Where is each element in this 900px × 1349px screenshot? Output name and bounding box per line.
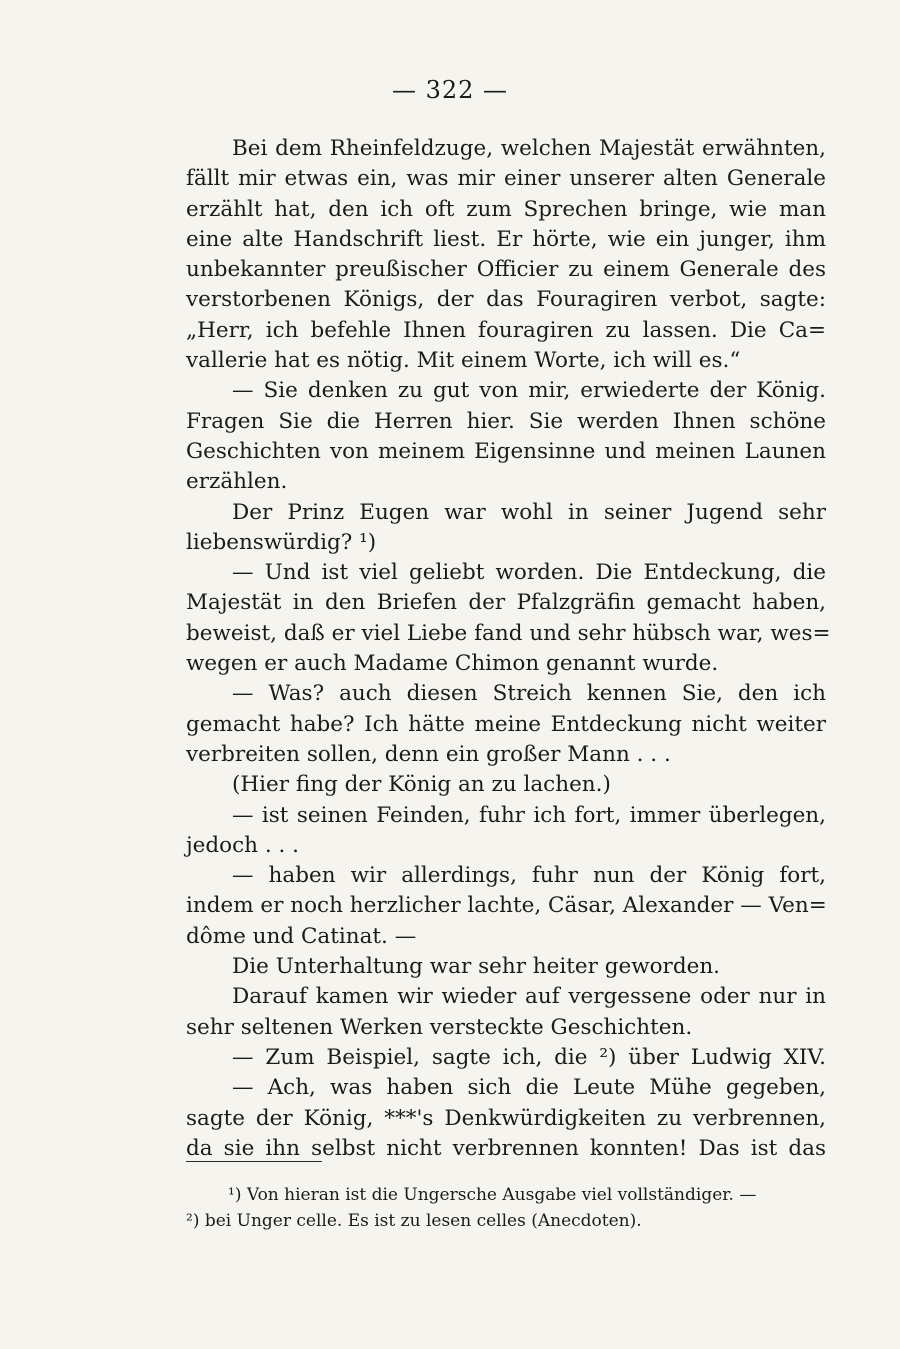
text-line: Bei dem Rheinfeldzuge, welchen Majestät erwähnten,: [232, 136, 826, 161]
text-line: erzählen.: [186, 469, 288, 495]
text-line: Majestät in den Briefen der Pfalzgräfin gemacht haben,: [186, 590, 826, 616]
footnote-1: ¹) Von hieran ist die Ungersche Ausgabe viel vollständiger. —: [228, 1185, 757, 1205]
text-line: Der Prinz Eugen war wohl in seiner Jugend sehr: [232, 499, 826, 525]
text-line: (Hier fing der König an zu lachen.): [232, 772, 611, 798]
text-line: erzählt hat, den ich oft zum Sprechen bringe, wie man: [186, 196, 826, 222]
text-line: jedoch . . .: [186, 832, 299, 858]
text-line: sagte der König, ***'s Denkwürdigkeiten zu verbrennen,: [186, 1105, 826, 1131]
body-text: [186, 134, 831, 1164]
text-line: vallerie hat es nötig. Mit einem Worte, ich will es.“: [186, 348, 741, 374]
text-line: — ist seinen Feinden, fuhr ich fort, immer überlegen,: [232, 802, 826, 828]
text-line: dôme und Catinat. —: [186, 923, 417, 949]
text-line: Die Unterhaltung war sehr heiter geworden.: [232, 954, 721, 980]
text-line: — Ach, was haben sich die Leute Mühe gegeben,: [232, 1075, 826, 1101]
text-line: — haben wir allerdings, fuhr nun der König fort,: [232, 863, 826, 889]
text-line: verbreiten sollen, denn ein großer Mann . . .: [186, 741, 671, 767]
text-line: „Herr, ich befehle Ihnen fouragiren zu lassen. Die Ca=: [186, 317, 826, 343]
text-line: verstorbenen Königs, der das Fouragiren verbot, sagte:: [186, 287, 826, 313]
footnotes: [186, 1182, 826, 1234]
text-line: Fragen Sie die Herren hier. Sie werden Ihnen schöne: [186, 408, 826, 434]
text-line: wegen er auch Madame Chimon genannt wurde.: [186, 651, 719, 677]
text-line: liebenswürdig? ¹): [186, 529, 377, 555]
text-line: — Zum Beispiel, sagte ich, die ²) über Ludwig XIV.: [232, 1044, 826, 1070]
text-line: — Und ist viel geliebt worden. Die Entdeckung, die: [232, 560, 826, 586]
text-line: fällt mir etwas ein, was mir einer unserer alten Generale: [186, 166, 826, 192]
text-line: unbekannter preußischer Officier zu einem Generale des: [186, 257, 826, 283]
text-line: — Sie denken zu gut von mir, erwiederte der König.: [232, 378, 826, 404]
text-line: — Was? auch diesen Streich kennen Sie, den ich: [232, 681, 826, 707]
text-line: da sie ihn selbst nicht verbrennen konnten! Das ist das: [186, 1135, 826, 1161]
text-line: Darauf kamen wir wieder auf vergessene oder nur in: [232, 984, 826, 1010]
text-line: beweist, daß er viel Liebe fand und sehr hübsch war, wes=: [186, 620, 831, 646]
footnote-separator: [186, 1161, 322, 1162]
text-line: eine alte Handschrift liest. Er hörte, wie ein junger, ihm: [186, 226, 826, 252]
text-line: sehr seltenen Werken versteckte Geschichten.: [186, 1014, 693, 1040]
footnote-2: ²) bei Unger celle. Es ist zu lesen celles (Anecdoten).: [186, 1211, 642, 1231]
text-line: gemacht habe? Ich hätte meine Entdeckung nicht weiter: [186, 711, 826, 737]
page-number: — 322 —: [391, 76, 509, 104]
text-line: Geschichten von meinem Eigensinne und meinen Launen: [186, 438, 826, 464]
text-line: indem er noch herzlicher lachte, Cäsar, Alexander — Ven=: [186, 893, 827, 919]
